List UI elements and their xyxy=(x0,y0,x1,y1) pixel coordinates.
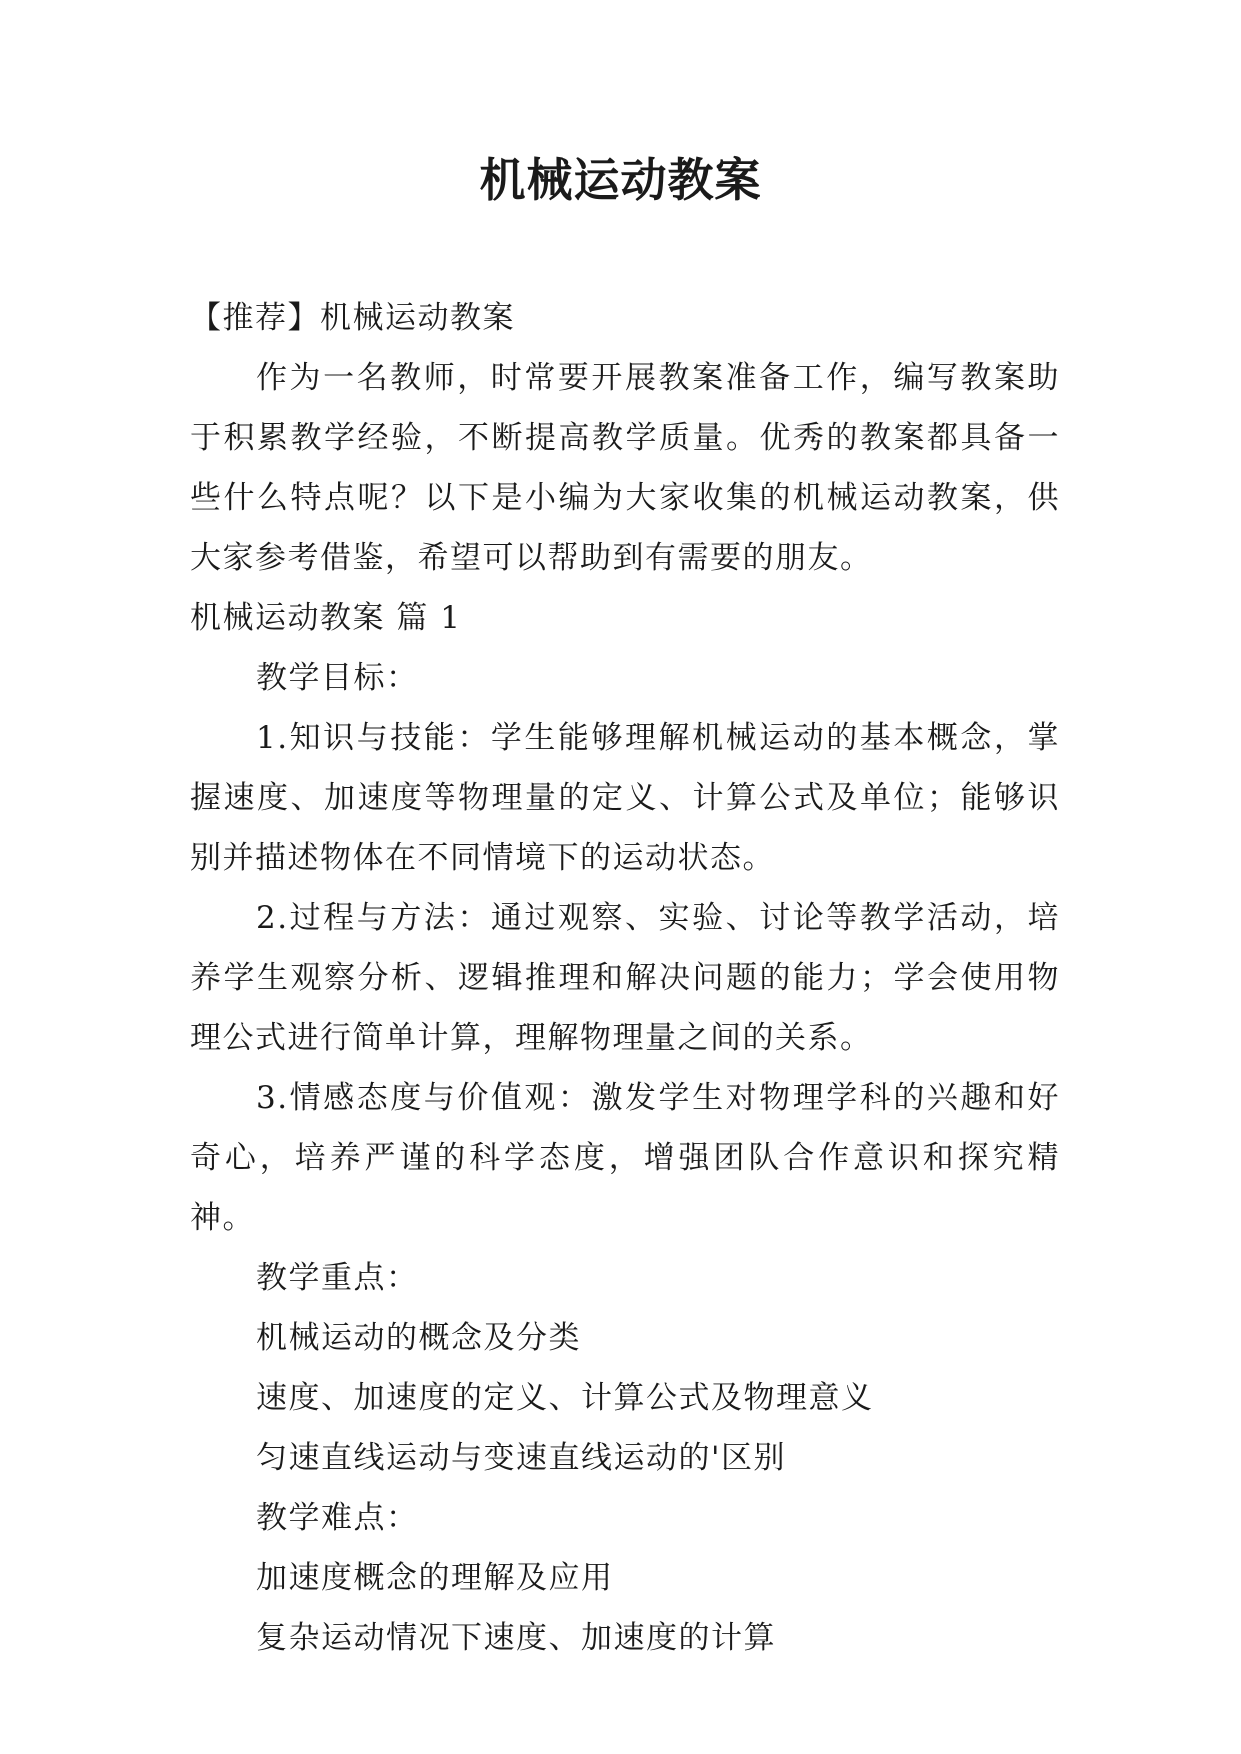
objective-item: 2.过程与方法：通过观察、实验、讨论等教学活动，培养学生观察分析、逻辑推理和解决问题的能力；学会使用物理公式进行简单计算，理解物理量之间的关系。 xyxy=(190,900,1060,1056)
key-points-label: 教学重点： xyxy=(256,1260,419,1296)
objective-item: 1.知识与技能：学生能够理解机械运动的基本概念，掌握速度、加速度等物理量的定义、计算公式及单位；能够识别并描述物体在不同情境下的运动状态。 xyxy=(190,720,1060,876)
difficulty-item: 复杂运动情况下速度、加速度的计算 xyxy=(256,1620,776,1656)
objective-item: 3.情感态度与价值观：激发学生对物理学科的兴趣和好奇心，培养严谨的科学态度，增强团队合作意识和探究精神。 xyxy=(190,1080,1060,1236)
document-title: 机械运动教案 xyxy=(479,153,762,207)
section-heading: 机械运动教案 篇 1 xyxy=(190,600,462,636)
intro-heading: 【推荐】机械运动教案 xyxy=(190,300,515,336)
intro-paragraph: 作为一名教师，时常要开展教案准备工作，编写教案助于积累教学经验，不断提高教学质量。优秀的教案都具备一些什么特点呢？以下是小编为大家收集的机械运动教案，供大家参考借鉴，希望可以帮助到有需要的朋友。 xyxy=(190,360,1060,576)
key-point-item: 机械运动的概念及分类 xyxy=(256,1320,581,1356)
objectives-label: 教学目标： xyxy=(256,660,419,696)
document-body xyxy=(190,288,1060,1668)
difficulties-label: 教学难点： xyxy=(256,1500,419,1536)
key-point-item: 匀速直线运动与变速直线运动的'区别 xyxy=(256,1440,787,1476)
difficulty-item: 加速度概念的理解及应用 xyxy=(256,1560,614,1596)
key-point-item: 速度、加速度的定义、计算公式及物理意义 xyxy=(256,1380,874,1416)
